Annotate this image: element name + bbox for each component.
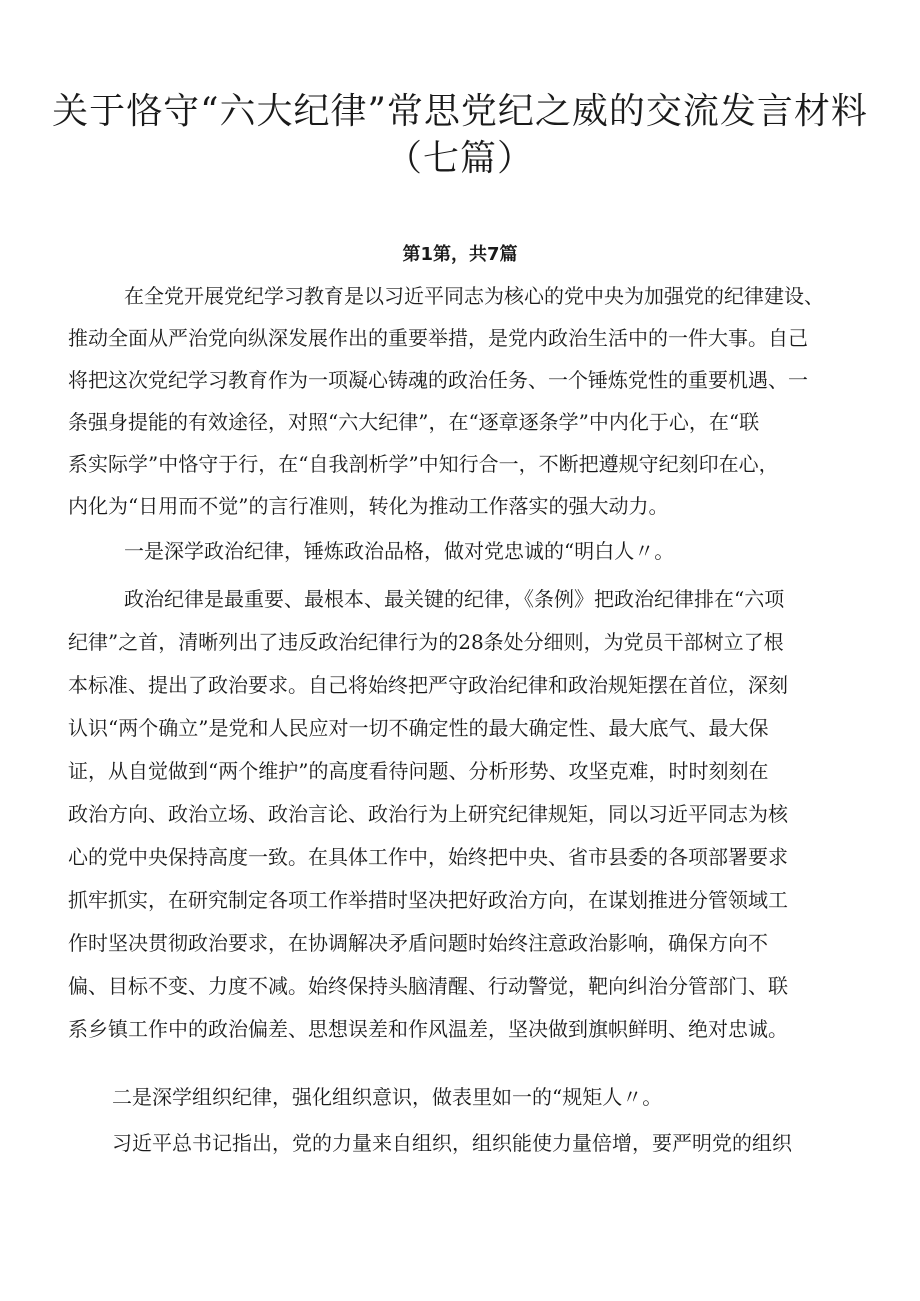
paragraph-line: 习近平总书记指出，党的力量来自组织，组织能使力量倍增，要严明党的组织: [112, 1131, 792, 1155]
paragraph-line: 条强身提能的有效途径，对照“六大纪律”，在“逐章逐条学”中内化于心，在“联: [68, 410, 760, 434]
paragraph-line: 作时坚决贯彻政治要求，在协调解决矛盾问题时始终注意政治影响，确保方向不: [68, 931, 768, 955]
document-title-line-1: 关于恪守“六大纪律”常思党纪之威的交流发言材料: [52, 91, 868, 132]
paragraph-line: 将把这次党纪学习教育作为一项凝心铸魂的政治任务、一个锤炼党性的重要机遇、一: [68, 368, 808, 392]
document-title-line-2: （七篇）: [385, 138, 534, 179]
paragraph-line: 推动全面从严治党向纵深发展作出的重要举措，是党内政治生活中的一件大事。自己: [68, 326, 808, 350]
paragraph-line: 系乡镇工作中的政治偏差、思想误差和作风温差，坚决做到旗帜鲜明、绝对忠诚。: [68, 1017, 788, 1041]
paragraph-line: 政治方向、政治立场、政治言论、政治行为上研究纪律规矩，同以习近平同志为核: [68, 802, 788, 826]
paragraph-line: 内化为“日用而不觉”的言行准则，转化为推动工作落实的强大动力。: [68, 494, 669, 518]
paragraph-line: 偏、目标不变、力度不减。始终保持头脑清醒、行动警觉，靶向纠治分管部门、联: [68, 974, 788, 998]
paragraph-line: 政治纪律是最重要、最根本、最关键的纪律，《条例》把政治纪律排在“六项: [124, 587, 785, 611]
paragraph-line: 心的党中央保持高度一致。在具体工作中，始终把中央、省市县委的各项部署要求: [68, 845, 788, 869]
paragraph-line: 在全党开展党纪学习教育是以习近平同志为核心的党中央为加强党的纪律建设、: [124, 284, 824, 308]
paragraph-line: 系实际学”中恪守于行，在“自我剖析学”中知行合一，不断把遵规守纪刻印在心，: [68, 452, 779, 476]
subheading-organizational-discipline: 二是深学组织纪律，强化组织意识，做表里如一的“规矩人〃。: [112, 1085, 663, 1109]
paragraph-line: 纪律”之首，清晰列出了违反政治纪律行为的28条处分细则，为党员干部树立了根: [68, 630, 784, 654]
paragraph-line: 认识“两个确立”是党和人民应对一切不确定性的最大确定性、最大底气、最大保: [68, 716, 769, 740]
section-heading: 第1第，共7篇: [402, 244, 518, 265]
paragraph-line: 本标准、提出了政治要求。自己将始终把严守政治纪律和政治规矩摆在首位，深刻: [68, 673, 788, 697]
paragraph-line: 抓牢抓实，在研究制定各项工作举措时坚决把好政治方向，在谋划推进分管领域工: [68, 888, 788, 912]
paragraph-line: 证，从自觉做到“两个维护”的高度看待问题、分析形势、攻坚克难，时时刻刻在: [68, 759, 769, 783]
subheading-political-discipline: 一是深学政治纪律，锤炼政治品格，做对党忠诚的“明白人〃。: [124, 539, 675, 563]
